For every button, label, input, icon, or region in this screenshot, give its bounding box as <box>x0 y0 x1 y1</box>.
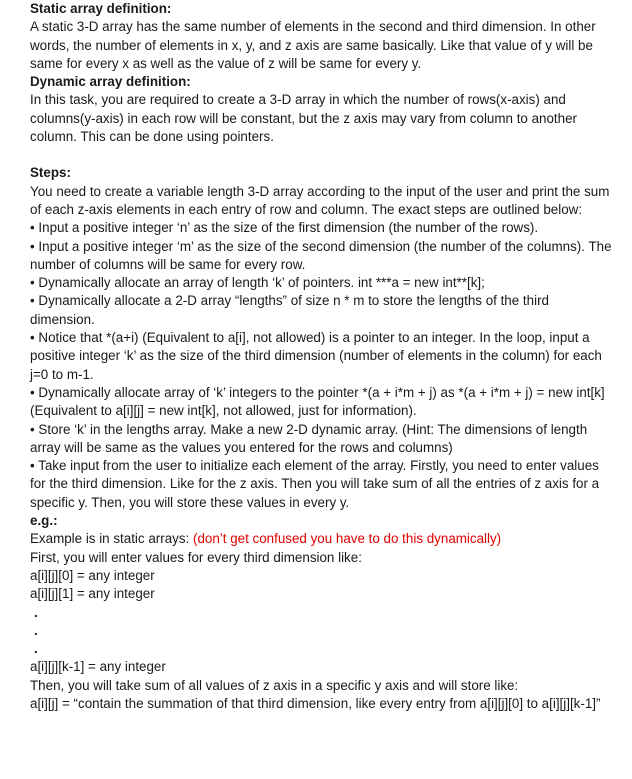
static-array-heading: Static array definition: <box>30 1 172 16</box>
final-instruction: a[i][j] = “contain the summation of that third dimension, like every entry from a[i][j][0] to a[i][j][k-1]” <box>30 695 601 711</box>
step-bullet-2: • Input a positive integer ‘m’ as the size of the second dimension (the number of the columns). The number of columns will be same for every row. <box>30 238 612 272</box>
then-instruction: Then, you will take sum of all values of z axis in a specific y axis and will store like: <box>30 677 519 693</box>
dynamic-array-paragraph: In this task, you are required to create a 3-D array in which the number of rows(x-axis) and columns(y-axis) in each row will be constant, but the z axis may vary from column to another column. This can be done using pointers. <box>30 92 578 145</box>
code-line-last: a[i][j][k-1] = any integer <box>30 659 166 675</box>
code-line-2: a[i][j][1] = any integer <box>30 586 155 602</box>
step-bullet-8: • Take input from the user to initialize each element of the array. Firstly, you need to enter values for the third dimension. Like for the z axis. Then you will take sum of all the entries of z axis for a specific y. Then, you will store these values in every y. <box>30 458 600 510</box>
step-bullet-5: • Notice that *(a+i) (Equivalent to a[i], not allowed) is a pointer to an integer. In the loop, input a positive integer ‘k’ as the size of the third dimension (number of elements in the column) for each j=0 to m-1. <box>30 330 602 382</box>
step-bullet-6: • Dynamically allocate array of ‘k’ integers to the pointer *(a + i*m + j) as *(a + i*m + j) = new int[k] (Equivalent to a[i][j] = new int[k], not allowed, just for information). <box>30 384 605 419</box>
code-line-1: a[i][j][0] = any integer <box>30 567 155 583</box>
dynamic-array-heading: Dynamic array definition: <box>30 74 191 90</box>
ellipsis-dot-2: . <box>34 622 38 638</box>
section-spacer <box>30 146 612 164</box>
example-heading: e.g.: <box>30 513 58 529</box>
example-intro <box>30 530 612 548</box>
static-array-paragraph: A static 3-D array has the same number of elements in the second and third dimension. In other words, the number of elements in x, y, and z axis are same basically. Like that value of y will be same for every x as well as the value of z will be same for every y. <box>30 19 596 71</box>
step-bullet-3: • Dynamically allocate an array of length ‘k’ of pointers. int ***a = new int**[k]; <box>30 275 485 291</box>
ellipsis-dot-1: . <box>34 604 38 620</box>
step-bullet-4: • Dynamically allocate a 2-D array “lengths” of size n * m to store the lengths of the third dimension. <box>30 293 549 327</box>
steps-heading: Steps: <box>30 165 71 181</box>
example-warning: (don’t get confused you have to do this dynamically) <box>192 531 502 547</box>
first-instruction: First, you will enter values for every third dimension like: <box>30 549 362 565</box>
step-bullet-7: • Store ‘k’ in the lengths array. Make a new 2-D dynamic array. (Hint: The dimensions of length array will be same as the values you entered for the rows and columns) <box>30 421 588 455</box>
step-bullet-1: • Input a positive integer ‘n’ as the size of the first dimension (the number of the rows). <box>30 220 539 236</box>
ellipsis-dot-3: . <box>34 641 38 657</box>
example-prefix: Example is in static arrays: <box>30 531 193 547</box>
steps-intro-paragraph: You need to create a variable length 3-D array according to the input of the user and print the sum of each z-axis elements in each entry of row and column. The exact steps are outlined below: <box>30 183 610 217</box>
